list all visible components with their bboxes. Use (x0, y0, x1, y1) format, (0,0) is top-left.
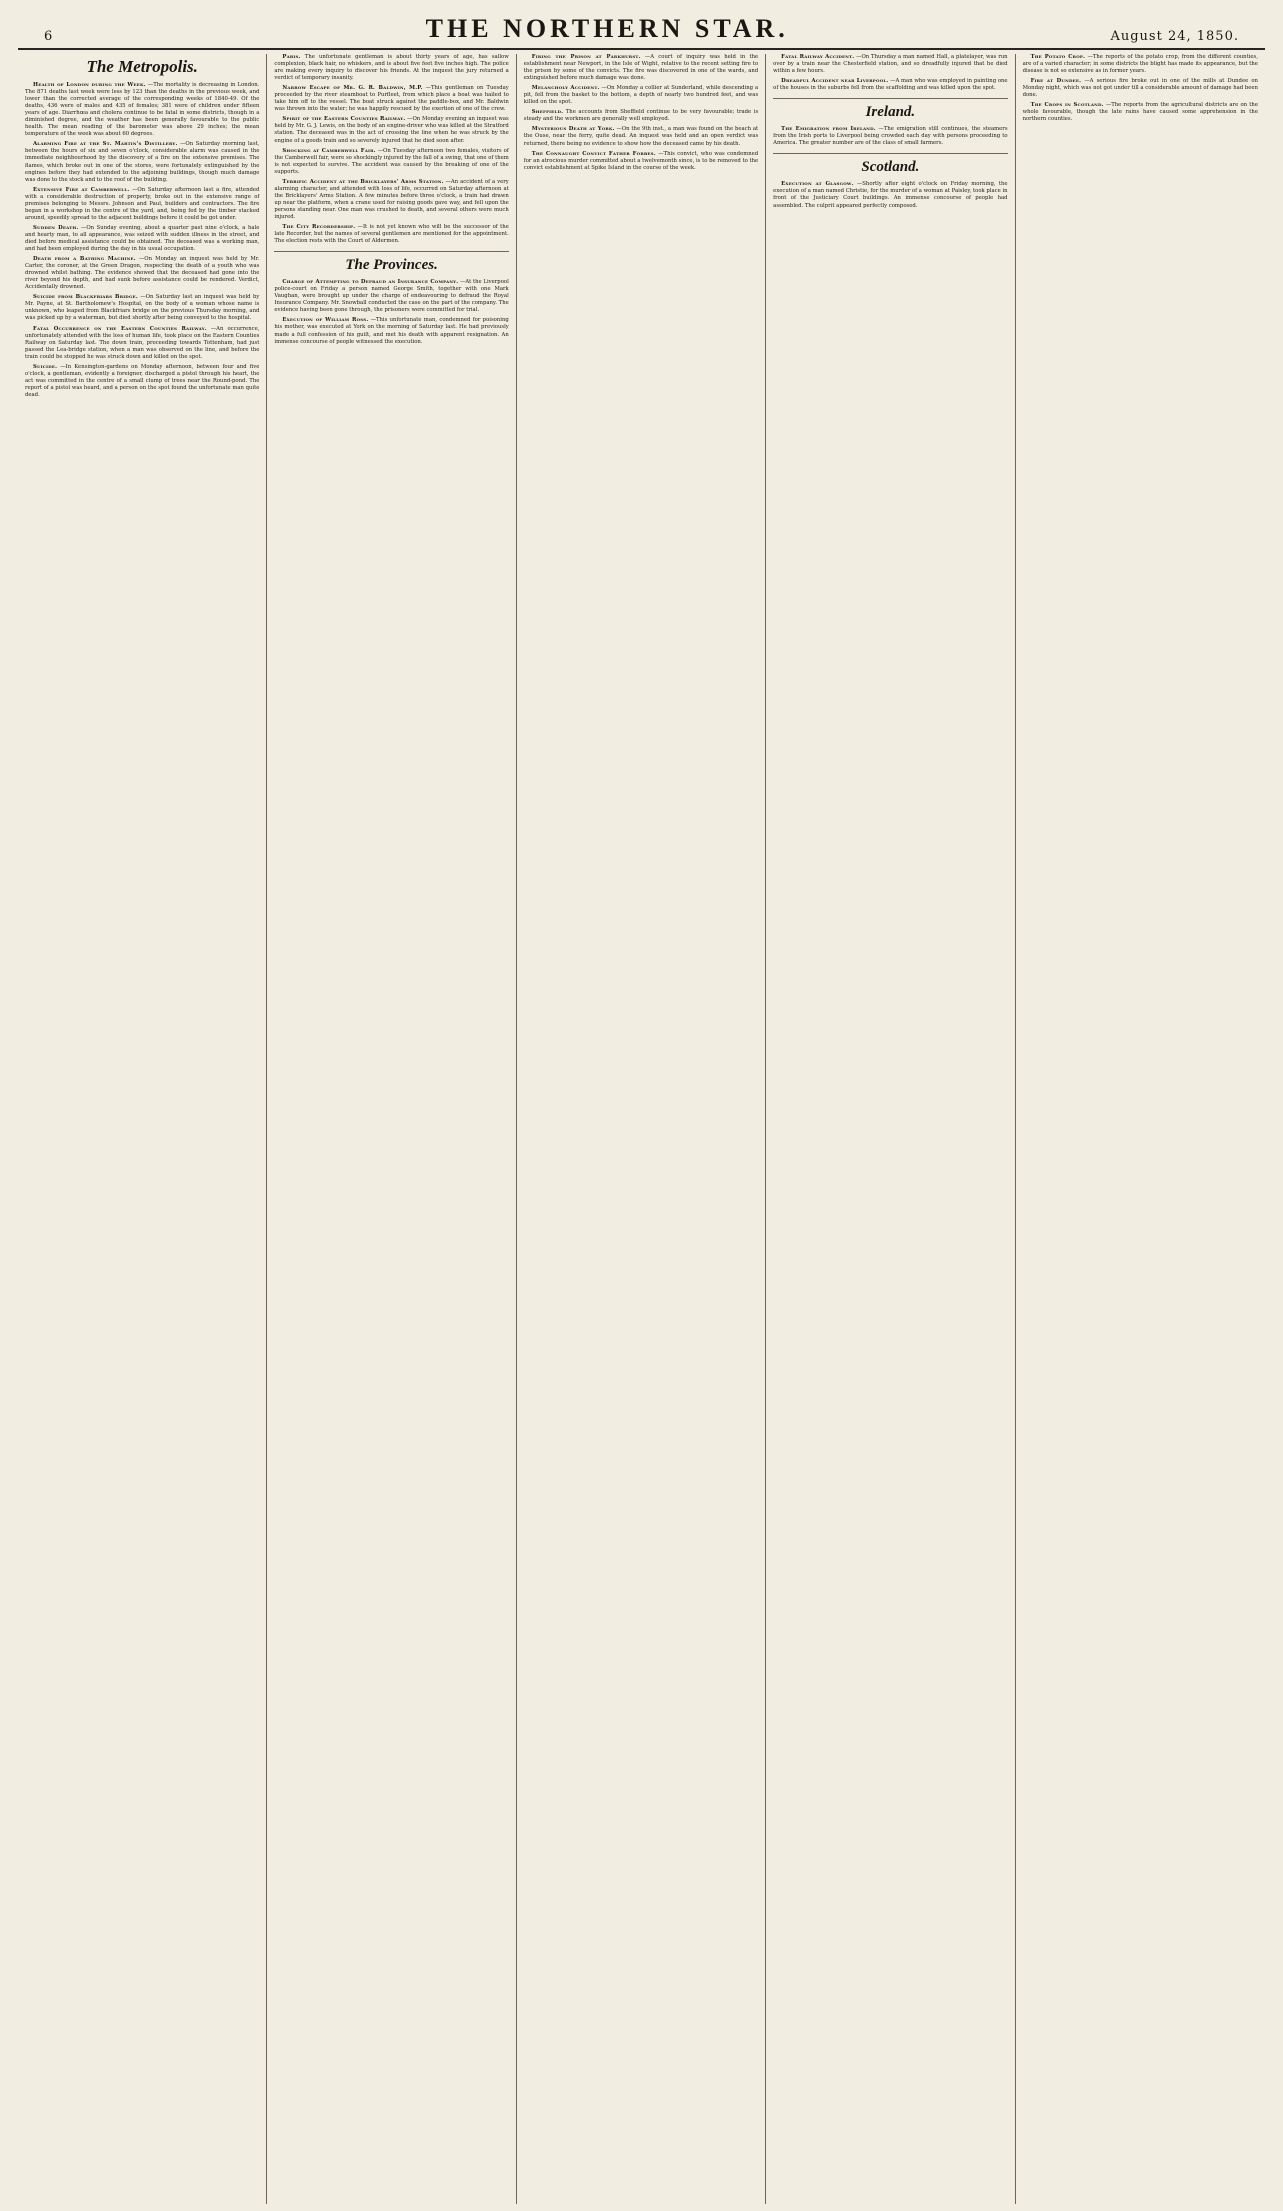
article-title: Paris. (282, 54, 301, 60)
article-body: —Shortly after eight o'clock on Friday morning, the execution of a man named Christie, for the murder of a woman at Paisley, took place in front of the Justiciary Court buildings. An immense concourse of people had assembled. The culprit appeared perfectly composed. (773, 181, 1008, 209)
article-body: —On Sunday evening, about a quarter past nine o'clock, a hale and hearty man, to all appearance, was seized with sudden illness in the street, and died before medical assistance could be obtained. The deceased was a working man, and had been employed during the day in his usual occupation. (25, 224, 260, 253)
article (524, 126, 758, 147)
article-body: —On Saturday afternoon last a fire, attended with a considerable destruction of property, broke out in the extensive range of premises belonging to Messrs. Johnson and Paul, builders and contractors. The fire began in a workshop in the centre of the yard, and, being fed by the timber stacked around, speedily spread to the adjacent buildings before it could be got under. (25, 186, 260, 221)
article (25, 326, 259, 361)
article (274, 279, 508, 314)
article-title: Execution of William Ross. (282, 317, 369, 324)
article-title: Narrow Escape of Mr. G. R. Baldwin, M.P. (282, 85, 423, 92)
article-title: Death from a Bathing Machine. (33, 256, 136, 263)
article-title: Fatal Occurrence on the Eastern Counties Railway. (33, 325, 207, 332)
column-3 (517, 54, 766, 2204)
article (25, 187, 259, 222)
article-body: —On Saturday last an inquest was held by Mr. Payne, at St. Bartholomew's Hospital, on the body of a woman whose name is unknown, who leaped from Blackfriars bridge on the previous Thursday morning, and was picked up by a waterman, but died shortly after being conveyed to the hospital. (25, 294, 260, 322)
newspaper-title: THE NORTHERN STAR. (425, 14, 789, 43)
column-grid (18, 54, 1265, 2204)
section-heading-scotland: Scotland. (773, 153, 1007, 177)
article-title: Mysterious Death at York. (531, 126, 615, 133)
column-2 (267, 54, 516, 2204)
article-title: The Connaught Convict Father Forbes. (531, 150, 656, 157)
article (1023, 102, 1258, 123)
article (524, 151, 758, 172)
article-body: —On Thursday a man named Hall, a platelayer, was run over by a train near the Chesterfield station, and so dreadfully injured that he died within a few hours. (773, 54, 1008, 75)
article (524, 85, 758, 106)
article-title: The Crops in Scotland. (1030, 102, 1104, 109)
masthead (18, 0, 1265, 50)
article (25, 256, 259, 291)
article (274, 54, 508, 82)
article-body: —A serious fire broke out in one of the mills at Dundee on Monday night, which was not got under till a considerable amount of damage had been done. (1022, 78, 1258, 99)
article-title: Melancholy Accident. (531, 85, 600, 92)
article-title: Alarming Fire at the St. Martin's Distillery. (33, 141, 178, 148)
article-title: Fatal Railway Accident. (781, 54, 855, 60)
article (773, 54, 1007, 75)
article (274, 148, 508, 176)
article-body: —An occurrence, unfortunately attended with the loss of human life, took place on the Eastern Counties Railway on Saturday last. The down train, proceeding towards Tottenham, had just passed the Lea-bridge station, when a man was observed on the line, and before the train could be stopped he was struck down and killed on the spot. (25, 325, 260, 360)
article (25, 225, 259, 253)
article (274, 317, 508, 345)
article-title: The City Recordership. (282, 224, 356, 231)
article (274, 224, 508, 245)
article-title: Fire at Dundee. (1030, 78, 1082, 85)
section-heading-provinces: The Provinces. (274, 251, 508, 275)
column-5 (1016, 54, 1265, 2204)
section-heading-ireland: Ireland. (773, 98, 1007, 122)
article (524, 54, 758, 82)
article (773, 78, 1007, 92)
article-body: —This unfortunate man, condemned for poisoning his mother, was executed at York on the morning of Saturday last. He had previously made a full confession of his guilt, and met his death with apparent resignation. An immense concourse of people witnessed the execution. (274, 317, 509, 345)
article-body: —The mortality is decreasing in London. The 871 deaths last week were less by 123 than the deaths in the previous week, and lower than the corrected average of the corresponding weeks of 1840-49. Of the deaths, 436 were of males and 435 of females; 381 were of children under fifteen years of age. Diarrhœa and cholera continue to be fatal in some districts, though in a diminished degree, and the weather has been generally favourable to the public health. The mean reading of the barometer was above 29 inches; the mean temperature of the week was about 60 degrees. (25, 82, 260, 138)
article (773, 126, 1007, 147)
article (1023, 78, 1258, 99)
article-title: Firing the Prison at Parkhurst. (531, 54, 641, 60)
article-title: Spirit of the Eastern Counties Railway. (282, 116, 406, 123)
article-body: —On Monday evening an inquest was held by Mr. G. J. Lewis, on the body of an engine-driver who was killed at the Stratford station. The deceased was in the act of crossing the line when he was struck by the engine of a goods train and so severely injured that he died soon after. (274, 116, 509, 144)
article-title: The Potato Crop. (1030, 54, 1086, 60)
article-title: Suicide from Blackfriars Bridge. (33, 294, 138, 301)
article-title: Sudden Death. (33, 224, 79, 231)
article-title: Extensive Fire at Camberwell. (33, 186, 130, 193)
issue-date: August 24, 1850. (1110, 29, 1239, 44)
article-body: —On Monday a collier at Sunderland, while descending a pit, fell from the basket to the bottom, a depth of nearly two hundred feet, and was killed on the spot. (523, 85, 759, 106)
section-heading-metropolis: The Metropolis. (86, 57, 198, 76)
article-title: Terrific Accident at the Bricklayers' Arms Station. (282, 178, 444, 185)
article-title: Sheffield. (531, 109, 564, 116)
article-body: —This gentleman on Tuesday proceeded by the river steamboat to Purfleet, from which place a boat was hailed to take him off to the vessel. The boat struck against the paddle-box, and Mr. Baldwin was thrown into the water; he was happily rescued by the exertion of one of the crew. (274, 85, 509, 113)
article (25, 294, 259, 322)
article-body: —On Saturday morning last, between the hours of six and seven o'clock, considerable alarm was caused in the immediate neighbourhood by the discovery of a fire on the extensive premises. The flames, which broke out in one of the stores, were fortunately extinguished by the engines before they had extended to the adjoining buildings, though much damage was done to the stock and to the roof of the building. (25, 141, 260, 183)
article-body: The accounts from Sheffield continue to be very favourable; trade is steady and the workmen are generally well employed. (523, 109, 759, 123)
article-title: Dreadful Accident near Liverpool. (781, 78, 889, 85)
article-title: The Emigration from Ireland. (781, 126, 876, 133)
article-body: —On Tuesday afternoon two females, visitors of the Camberwell fair, were so shockingly injured by the fall of a swing, that one of them is not expected to survive. The accident was caused by the breaking of one of the supports. (274, 147, 509, 175)
article (274, 85, 508, 113)
article-body: —It is not yet known who will be the successor of the late Recorder, but the names of several gentlemen are mentioned for the appointment. The election rests with the Court of Aldermen. (274, 224, 509, 245)
column-4 (766, 54, 1015, 2204)
article (25, 141, 259, 183)
article (524, 109, 758, 123)
article (274, 116, 508, 144)
article (274, 179, 508, 221)
article (1023, 54, 1258, 75)
article-body: —On Monday an inquest was held by Mr. Carter, the coroner, at the Green Dragon, respecting the death of a youth who was drowned whilst bathing. The evidence showed that the deceased had gone into the river beyond his depth, and had sunk before assistance could be rendered. Verdict, Accidentally drowned. (25, 256, 260, 291)
article (25, 82, 259, 138)
article-title: Execution at Glasgow. (781, 181, 854, 188)
article-body: —The reports of the potato crop, from the different counties, are of a varied character; in some districts the blight has made its appearance, but the disease is not so extensive as in former years. (1022, 54, 1258, 75)
article-body: The unfortunate gentleman is about thirty years of age, has sallow complexion, black hair, no whiskers, and is about five feet five inches high. The police are making every inquiry to discover his friends. At the inquest the jury returned a verdict of temporary insanity. (274, 54, 509, 82)
article-body: —On the 9th inst., a man was found on the beach at the Ouse, near the ferry, quite dead. An inquest was held and an open verdict was returned, there being no evidence to show how the deceased came by his death. (523, 126, 759, 147)
article-body: —The emigration still continues, the steamers from the Irish ports to Liverpool being crowded each day with persons proceeding to America. The greater number are of the class of small farmers. (773, 126, 1008, 147)
article-body: —The reports from the agricultural districts are on the whole favourable, though the late rains have caused some apprehension in the northern counties. (1022, 102, 1258, 123)
article-body: —An accident of a very alarming character, and attended with loss of life, occurred on Saturday afternoon at the Bricklayers' Arms Station. A few minutes before three o'clock, a train had drawn up near the platform, when a crane used for raising goods gave way, and fell upon the persons standing near. One man was crushed to death, and several others were much injured. (274, 178, 509, 220)
article-title: Health of London during the Week. (33, 82, 146, 88)
article-body: —At the Liverpool police-court on Friday a person named George Smith, together with one Mark Vaughan, were brought up under the charge of endeavouring to defraud the Royal Insurance Company. Mr. Snowball conducted the case on the part of the company. The evidence having been gone through, the prisoners were committed for trial. (274, 279, 509, 314)
article (25, 364, 259, 399)
page-number: 6 (44, 29, 53, 44)
article-title: Shocking at Camberwell Fair. (282, 147, 376, 154)
column-1 (18, 54, 267, 2204)
article-body: —A man who was employed in painting one of the houses in the suburbs fell from the scaffolding and was killed upon the spot. (773, 78, 1008, 92)
article-title: Charge of Attempting to Defraud an Insurance Company. (282, 279, 459, 286)
article (773, 181, 1007, 209)
article-title: Suicide. (33, 363, 58, 370)
article-body: —In Kensington-gardens on Monday afternoon, between four and five o'clock, a gentleman, evidently a foreigner, discharged a pistol through his heart, the act was committed in the centre of a small clump of trees near the Round-pond. The report of a pistol was heard, and a person on the spot found the unfortunate man quite dead. (25, 363, 260, 398)
article-body: —This convict, who was condemned for an atrocious murder committed about a twelvemonth since, is to be removed to the convict establishment at Spike Island in the course of the week. (523, 150, 759, 171)
article-body: —A court of inquiry was held in the establishment near Newport, in the Isle of Wight, relative to the recent setting fire to the prison by some of the convicts. The fire was discovered in one of the wards, and extinguished before much damage was done. (523, 54, 759, 82)
